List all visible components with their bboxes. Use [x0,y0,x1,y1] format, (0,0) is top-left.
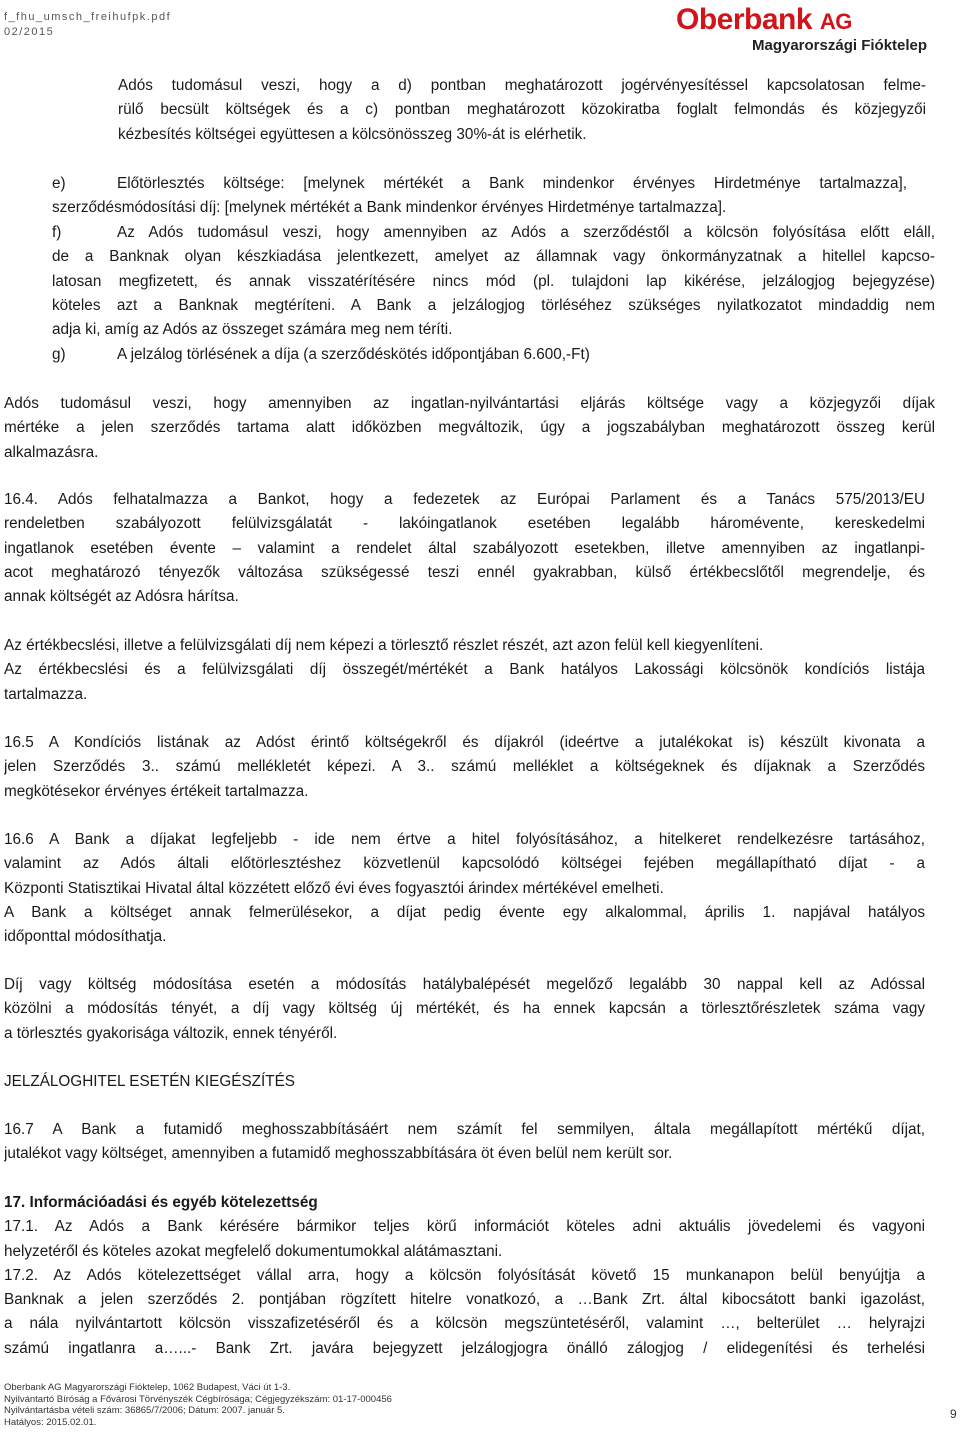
text-line: 16.6 A Bank a díjakat legfeljebb - ide nem értve a hitel folyósításához, a hitelkeret rendelkezésre tartásához, [4,831,925,848]
text-line: jelen Szerződés 3.. számú mellékletét képezi. A 3.. számú melléklet a költségeknek és díjaknak a Szerződés [4,758,925,776]
logo-brand: Oberbank AG [676,3,852,36]
paragraph-fee-modification [4,973,925,1046]
page-footer [4,1382,392,1428]
text-line: Adós tudomásul veszi, hogy a d) pontban meghatározott jogérvényesítéssel kapcsolatosan felme- [118,77,926,94]
logo-subtitle: Magyarországi Fióktelep [752,37,928,54]
footer-line: Nyilvántartó Bíróság a Fővárosi Törvényszék Cégbírósága; Cégjegyzékszám: 01-17-000456 [4,1393,392,1405]
text-line: számú ingatlanra a…...- Bank Zrt. javára bejegyzett jelzálogjogra önálló zálogjog / elidegenítési és terhelési [4,1339,925,1357]
section-17 [4,1191,925,1361]
section-16-4 [4,488,925,609]
footer-line: Oberbank AG Magyarországi Fióktelep, 1062 Budapest, Váci út 1-3. [4,1382,291,1393]
text-line: f) Az Adós tudomásul veszi, hogy amennyiben az Adós a szerződéstől a kölcsön folyósítása előtt eláll, [52,221,935,245]
paragraph-cost-estimate [118,74,926,147]
text-line: megkötésekor érvényes értékeit tartalmazza. [4,782,309,800]
text-line: 16.4. Adós felhatalmazza a Bankot, hogy a fedezetek az Európai Parlament és a Tanács 575/2013/EU [4,491,925,508]
header-date: 02/2015 [4,26,55,38]
text-line: a törlesztés gyakorisága változik, ennek tényéről. [4,1024,338,1042]
text-line: tartalmazza. [4,685,88,703]
text-line: Díj vagy költség módosítása esetén a módosítás hatálybalépését megelőző legalább 30 nappal kell az Adóssal [4,976,925,993]
text-line: 17.2. Az Adós kötelezettséget vállal arra, hogy a kölcsön folyósítását követő 15 munkanapon belül benyújtja a [4,1266,925,1284]
text-line: adja ki, amíg az Adós az összeget számára meg nem téríti. [52,321,453,339]
text-line: köteles azt a Banknak megtéríteni. A Bank a jelzálogjog törléséhez szükséges nyilatkozatot mindaddig nem [52,296,935,314]
text-line: 16.5 A Kondíciós listának az Adóst érintő költségekről és díjakról (ideértve a jutalékokat is) készült kivonata a [4,734,925,751]
section-17-title: 17. Információadási és egyéb kötelezettség [4,1194,318,1211]
section-16-7 [4,1118,925,1167]
text-line: Banknak a jelen szerződés 2. pontjában rögzített hitelre vonatkozó, a …Bank Zrt. által kibocsátott banki igazolást, [4,1291,925,1309]
page-number: 9 [950,1407,957,1421]
footer-line: Nyilvántartásba vételi szám: 36865/7/2006; Dátum: 2007. január 5. [4,1405,285,1417]
list-item-e [52,172,907,221]
text-line: időponttal módosíthatja. [4,928,167,946]
text-line: rülő becsült költségek és a c) pontban meghatározott közokiratba foglalt felmondás és közjegyzői [118,101,926,119]
document-header-meta [4,10,171,40]
paragraph-valuation-fee [4,634,925,707]
text-line: A Bank a költséget annak felmerülésekor, a díjat pedig évente egy alkalommal, április 1. napjával hatályos [4,903,925,921]
text-line: mértéke a jelen szerződés tartama alatt időközben megváltozik, úgy a jogszabályban meghatározott összeg kerül [4,419,935,437]
text-line: valamint az Adós általi előtörlesztéshez közvetlenül kapcsolódó költségei fejében megállapítható díjat - a [4,855,925,873]
text-line: Az értékbecslési, illetve a felülvizsgálati díj nem képezi a törlesztő részlet részét, azt azon felül kell kiegyenlíteni. [4,637,764,654]
text-line: latosan megfizetett, és annak visszatérítésére nincs mód (pl. tulajdoni lap kikérése, jelzálogjog bejegyzése) [52,272,935,290]
text-line: acot meghatározó tényezők változása szükségessé teszi ennél gyakrabban, külső értékbecslőtől megrendelje, és [4,563,925,581]
item-label: g) [52,346,66,363]
oberbank-logo [676,4,938,56]
text-line: alkalmazásra. [4,443,99,461]
text-line: rendeletben szabályozott felülvizsgálatát - lakóingatlanok esetében legalább háromévente, kereskedelmi [4,515,925,533]
item-label: f) [52,224,62,241]
text-line: kézbesítés költségei együttesen a kölcsönösszeg 30%-át is elérhetik. [118,125,587,143]
text-line: közölni a módosítás tényét, a díj vagy költség új mértékét, és ha ennek kapcsán a törlesztőrészletek száma vagy [4,1000,925,1018]
header-filename: f_fhu_umsch_freihufpk.pdf [4,11,172,23]
text-line: e) Előtörlesztés költsége: [melynek mértékét a Bank mindenkor érvényes Hirdetménye tartalmazza], [52,172,907,196]
text-line: Az értékbecslési és a felülvizsgálati díj összegét/mértékét a Bank hatályos Lakossági kölcsönök kondíciós listája [4,661,925,679]
list-item-f [52,221,935,342]
text-line: szerződésmódosítási díj: [melynek mértékét a Bank mindenkor érvényes Hirdetménye tartalmazza]. [52,199,727,217]
text-line: helyzetéről és köteles azokat megfelelő dokumentumokkal alátámasztani. [4,1242,503,1260]
heading-mortgage-supplement [4,1070,925,1094]
text-line: a nála nyilvántartott kölcsön visszafizetéséről és a kölcsön megszüntetéséről, valamint …, belterület … helyrajzi [4,1315,925,1333]
paragraph-fee-change [4,392,935,465]
text-line: 16.7 A Bank a futamidő meghosszabbításáért nem számít fel semmilyen, általa megállapított mértékű díjat, [4,1121,925,1138]
text-line: JELZÁLOGHITEL ESETÉN KIEGÉSZÍTÉS [4,1073,295,1090]
item-label: e) [52,175,66,192]
text-line: de a Banknak olyan készkiadása jelentkezett, amelyet az államnak vagy önkormányzatnak a hitellel kapcso- [52,248,935,266]
section-16-5 [4,731,925,804]
text-line: ingatlanok esetében évente – valamint a rendelet által szabályozott esetekben, illetve amennyiben az ingatlanpi- [4,539,925,557]
text-line: 17.1. Az Adós a Bank kérésére bármikor teljes körű információt köteles adni aktuális jövedelemi és vagyoni [4,1218,925,1236]
list-item-g [52,343,907,367]
text-line: Adós tudomásul veszi, hogy amennyiben az ingatlan-nyilvántartási eljárás költsége vagy a közjegyzői díjak [4,395,935,412]
text-line: jutalékot vagy költséget, amennyiben a futamidő meghosszabbítására öt éven belül nem került sor. [4,1145,673,1163]
footer-line: Hatályos: 2015.02.01. [4,1416,97,1428]
text-line: annak költségét az Adósra hárítsa. [4,588,239,606]
section-16-6 [4,828,925,949]
text-line: g) A jelzálog törlésének a díja (a szerződéskötés időpontjában 6.600,-Ft) [52,343,907,367]
text-line: Központi Statisztikai Hivatal által közzétett előző évi éves fogyasztói árindex mértékével emelheti. [4,879,664,897]
